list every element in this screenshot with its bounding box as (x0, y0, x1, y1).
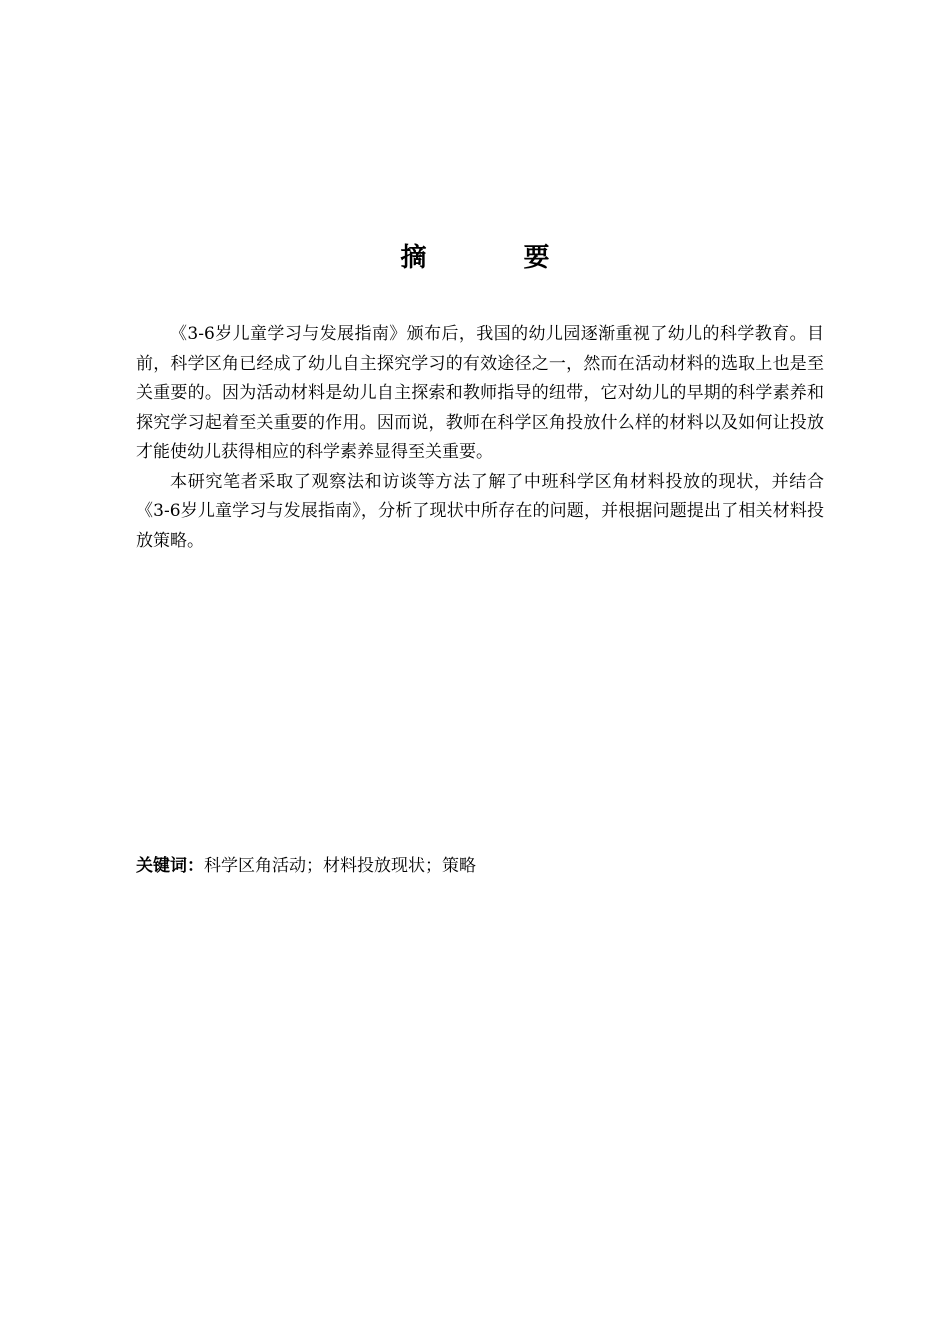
abstract-paragraph-2: 本研究笔者采取了观察法和访谈等方法了解了中班科学区角材料投放的现状，并结合《3-6岁儿童学习与发展指南》，分析了现状中所存在的问题，并根据问题提出了相关材料投放策略。 (136, 471, 824, 551)
abstract-body (136, 320, 824, 556)
keywords-label: 关键词： (136, 856, 204, 876)
abstract-paragraph-1: 《3-6岁儿童学习与发展指南》颁布后，我国的幼儿园逐渐重视了幼儿的科学教育。目前，科学区角已经成了幼儿自主探究学习的有效途径之一，然而在活动材料的选取上也是至关重要的。因为活动材料是幼儿自主探索和教师指导的纽带，它对幼儿的早期的科学素养和探究学习起着至关重要的作用。因而说，教师在科学区角投放什么样的材料以及如何让投放才能使幼儿获得相应的科学素养显得至关重要。 (136, 324, 824, 462)
keywords-line (136, 852, 824, 881)
keywords-value: 科学区角活动；材料投放现状；策略 (204, 856, 476, 876)
abstract-title: 摘 要 (400, 243, 594, 273)
